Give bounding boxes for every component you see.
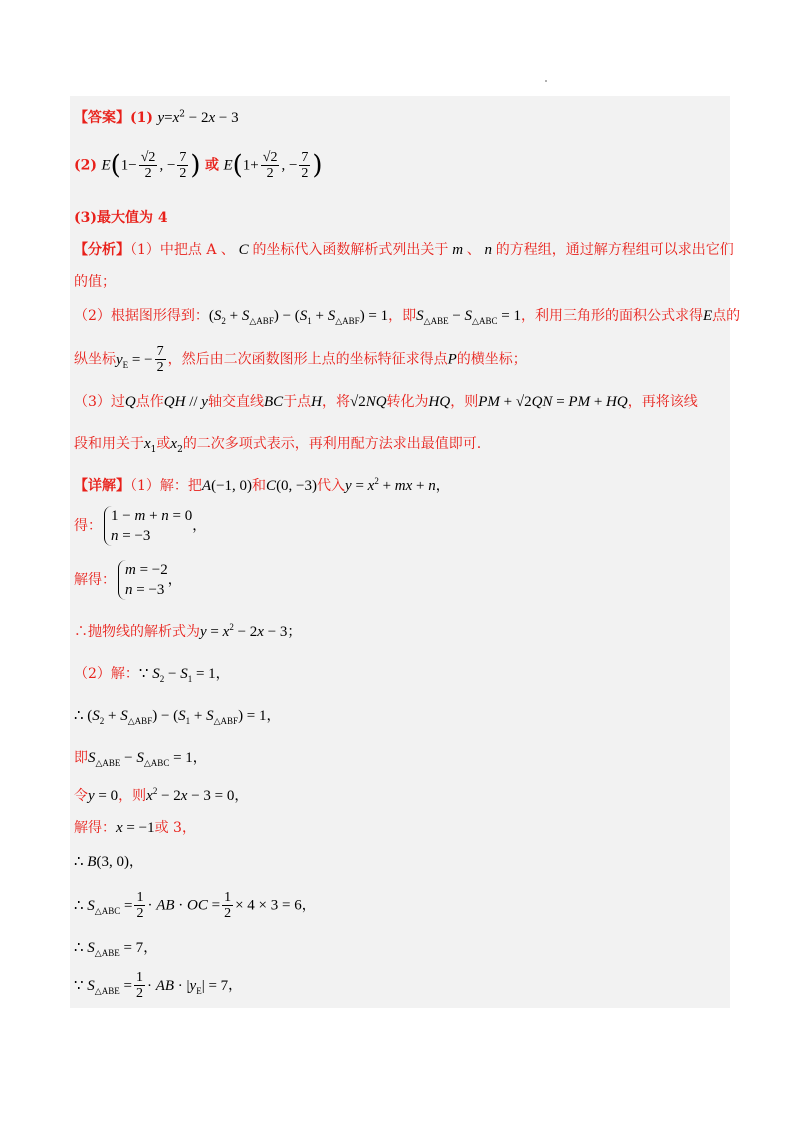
detail-line-10: ∴ B(3, 0)， [74,854,143,870]
analysis-line-3: （2）根据图形得到：$(S_2 + S_{\triangle ABF}) - (S_1 + S_{\triangle ABF}) = 1$，即$S_{\triangle ABE} - S_{\triangle ABC} = 1$，利用三角形的面积公式求得E点的 [74,308,741,326]
detail-line-7: 即$S_{\triangle ABE} - S_{\triangle ABC} = 1$， [74,750,207,768]
page-mark [545,80,547,82]
detail-line-9: 解得：x = −1或 3， [74,820,196,836]
analysis-line-5: （3）过Q点作QH // y轴交直线BC于点H，将√2NQ转化为HQ，则PM + √2QN = PM + HQ，再将该线 [74,394,698,410]
detail-label: 【详解】 [74,478,130,494]
detail-line-12: ∴ $S_{\triangle ABE} = 7$， [74,940,158,958]
analysis-line-6: 段和用关于$x_1$或$x_2$的二次多项式表示，再利用配方法求出最值即可. [74,436,482,455]
detail-line-4: ∴抛物线的解析式为$y = x^2 - 2x - 3$； [74,622,302,640]
detail-line-13: ∵ $S_{\triangle ABE}$ = $\frac{1}{2}$ · AB · $|y_E| = 7$， [74,970,243,1001]
analysis-line-4: 纵坐标$y_E$ = − $\frac{7}{2}$ ，然后由二次函数图形上点的坐标特征求得点P的横坐标； [74,344,527,375]
detail-line-1: 【详解】（1）解：把A(−1, 0)和C(0, −3)代入$y = x^2$ + mx + n， [74,476,450,494]
detail-line-8: 令y = 0，则$x^2 - 2x - 3 = 0$， [74,786,249,804]
detail-line-2: 得： 1 − m + n = 0 n = −3 ， [74,508,207,544]
detail-line-11: ∴ $S_{\triangle ABC}$ = $\frac{1}{2}$ · AB · OC = $\frac{1}{2}$ × 4 × 3 = 6， [74,890,316,921]
answer-line-3: (3)最大值为 4 [74,210,168,226]
detail-line-5: （2）解：∵ $S_2 - S_1 = 1$， [74,666,230,684]
detail-line-3: 解得： m = −2 n = −3 ， [74,562,182,598]
answer-line-1: 【答案】(1) $y=x^2 - 2x - 3$ [74,109,239,126]
answer-1-expr: y [157,110,165,126]
content-panel [70,96,730,1008]
analysis-line-1: 【分析】（1）中把点 A 、 C 的坐标代入函数解析式列出关于 m 、 n 的方程组，通过解方程组可以求出它们 [74,242,734,258]
analysis-label: 【分析】 [74,242,130,258]
answer-label: 【答案】 [74,110,130,126]
detail-line-6: ∴ $(S_2 + S_{\triangle ABF}) - (S_1 + S_{\triangle ABF}) = 1$， [74,708,281,726]
answer-line-2: (2) E(1− $\frac{√2}{2}$ , − $\frac{7}{2}$ ) 或 E(1+ $\frac{√2}{2}$ , − $\frac{7}{2}$ ) [74,150,323,181]
analysis-line-2: 的值； [74,274,116,290]
